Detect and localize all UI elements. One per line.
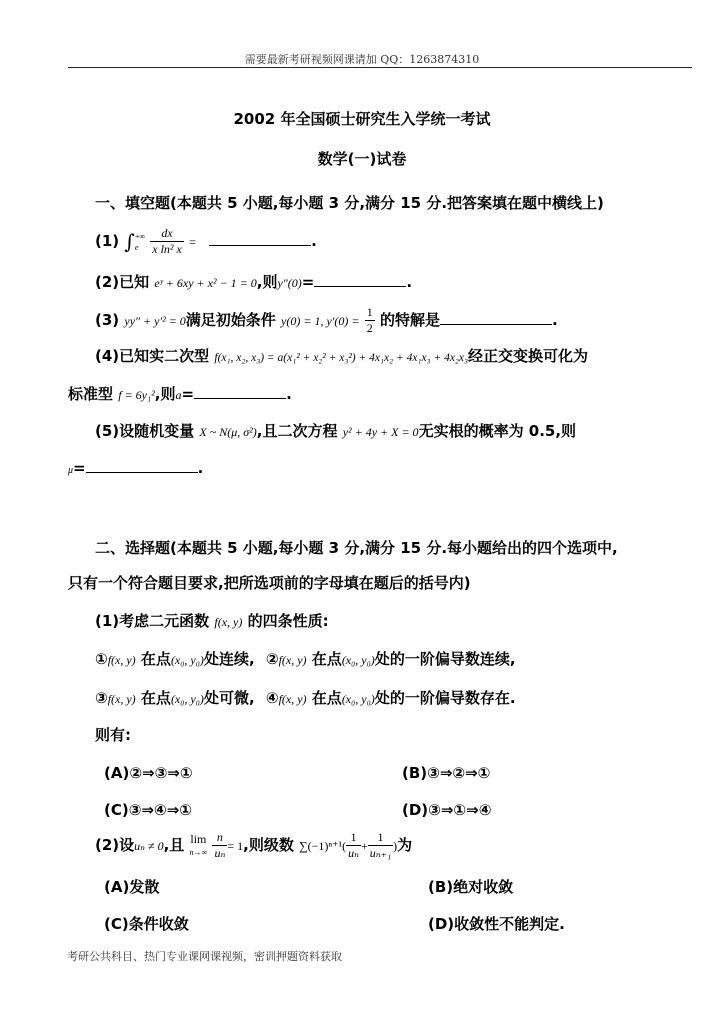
- header-rule: [68, 67, 692, 68]
- exam-subtitle: 数学(一)试卷: [317, 150, 407, 168]
- frac-den: x ln² x: [152, 242, 182, 256]
- series-frac-a: [346, 830, 361, 861]
- s2-q2-cond: uₙ ≠ 0: [134, 839, 164, 853]
- prop3-point: (x₀, y₀): [170, 692, 204, 706]
- prop1-tail: 处连续,: [203, 650, 255, 668]
- s2-q2-tail: 为: [397, 836, 413, 854]
- s2-q1-intro-a: (1)考虑二元函数: [95, 612, 210, 630]
- s1-q3-tail: 的特解是: [379, 311, 440, 329]
- s2-q1-then: 则有:: [95, 726, 131, 744]
- s2-q1-intro-b: 的四条性质:: [247, 612, 329, 630]
- s2-q1-option-c[interactable]: (C)③⇒④⇒①: [104, 801, 192, 819]
- prop3-mid: 在点: [140, 689, 171, 707]
- s1-q5-line2-tail: =: [73, 459, 86, 477]
- answer-blank[interactable]: [314, 272, 406, 287]
- s1-q4-label: (4)已知实二次型: [95, 347, 210, 365]
- s1-q2-tail: =: [301, 273, 315, 291]
- series-expr: ∑(−1)ⁿ⁺¹(: [299, 839, 347, 853]
- s1-q5-mid: ,且二次方程: [256, 422, 338, 440]
- s1-q5-expr2: y² + 4y + X = 0: [342, 425, 419, 439]
- section1-heading: 一、填空题(本题共 5 小题,每小题 3 分,满分 15 分.把答案填在题中横线上): [95, 194, 604, 212]
- prop4-mark: ④: [265, 689, 279, 707]
- s1-q4-line2-label: 标准型: [68, 385, 114, 403]
- s1-q5-expr: X ~ N(μ, σ²): [199, 425, 257, 439]
- s1-q2: (2)已知 eʸ + 6xy + x² − 1 = 0,则y″(0)= .: [95, 273, 413, 291]
- s2-q2-option-c[interactable]: (C)条件收敛: [104, 915, 189, 933]
- s1-q5-label: (5)设随机变量: [95, 422, 195, 440]
- prop4-tail: 处的一阶偏导数存在.: [374, 689, 516, 707]
- prop2-func: f(x, y): [278, 653, 307, 667]
- s2-q1-option-a[interactable]: (A)②⇒③⇒①: [104, 764, 193, 782]
- integral-sign: ∫: [124, 229, 135, 254]
- s1-q3-mid: 满足初始条件: [185, 311, 276, 329]
- s2-q2: [95, 830, 412, 861]
- section2-heading-line1: 二、选择题(本题共 5 小题,每小题 3 分,满分 15 分.每小题给出的四个选项中,: [95, 539, 618, 557]
- exam-title: 2002 年全国硕士研究生入学统一考试: [233, 110, 491, 128]
- prop1-point: (x₀, y₀): [170, 653, 204, 667]
- s1-q3-expr: yy″ + y′² = 0: [124, 314, 186, 328]
- prop3-mark: ③: [95, 689, 108, 707]
- s1-q2-expr: eʸ + 6xy + x² − 1 = 0: [154, 276, 257, 290]
- s1-q1-label: (1): [95, 232, 120, 250]
- s1-q4-expr3: a: [175, 388, 182, 402]
- s2-q2-option-a[interactable]: (A)发散: [104, 878, 160, 896]
- integral-limits: [135, 231, 145, 253]
- lim-sub: n→∞: [189, 847, 208, 857]
- plus-sign: +: [360, 839, 368, 853]
- s2-q2-option-b[interactable]: (B)绝对收敛: [428, 878, 514, 896]
- s2-q2-mid: ,且: [163, 836, 185, 854]
- integral-upper: +∞: [134, 231, 146, 241]
- s1-q3-label: (3): [95, 311, 120, 329]
- s1-q5-tail: 无实根的概率为 0.5,则: [418, 422, 577, 440]
- frac-num: 1: [346, 830, 361, 846]
- frac-den: uₙ: [348, 846, 359, 860]
- limit-operator: [190, 833, 208, 859]
- prop1-mid: 在点: [140, 650, 171, 668]
- prop4-func: f(x, y): [278, 692, 307, 706]
- s1-q4-tail2: =: [181, 385, 195, 403]
- prop3-func: f(x, y): [107, 692, 136, 706]
- limit-value: = 1: [227, 839, 244, 853]
- series-close: ): [393, 839, 398, 853]
- series-frac-b: [368, 830, 393, 861]
- prop1-mark: ①: [95, 650, 108, 668]
- s2-q2-label: (2)设: [95, 836, 135, 854]
- s1-q1-fraction: [150, 226, 184, 257]
- s1-q4: [95, 345, 588, 366]
- frac-den: 2: [366, 321, 373, 335]
- section2-heading-line2: 只有一个符合题目要求,把所选项前的字母填在题后的括号内): [68, 574, 471, 592]
- s1-q5-line2: μ= .: [68, 459, 204, 477]
- s2-q1-option-b[interactable]: (B)③⇒②⇒①: [402, 764, 491, 782]
- frac-num: dx: [150, 226, 184, 242]
- frac-num: n: [212, 830, 227, 846]
- frac-den: uₙ: [214, 846, 226, 860]
- prop4-mid: 在点: [311, 689, 342, 707]
- s2-q1-func: f(x, y): [214, 615, 243, 629]
- equals-sign: =: [189, 235, 196, 249]
- frac-den: uₙ₊₁: [369, 846, 392, 860]
- s2-q1-props-line2: [95, 687, 516, 708]
- answer-blank[interactable]: [194, 384, 286, 399]
- prop2-mark: ②: [265, 650, 279, 668]
- prop1-func: f(x, y): [107, 653, 136, 667]
- prop3-tail: 处可微,: [203, 689, 255, 707]
- s1-q2-mid: ,则: [256, 273, 278, 291]
- s1-q4-expr2: f = 6y₁²: [118, 388, 155, 402]
- s2-q1-intro: [95, 610, 329, 631]
- s1-q3-fraction: [365, 305, 375, 336]
- s1-q4-mid2: ,则: [154, 385, 176, 403]
- s1-q3-expr2: y(0) = 1, y′(0) =: [281, 314, 360, 328]
- lim-word: lim: [190, 831, 207, 846]
- s1-q4-expr: f(x₁, x₂, x₃) = a(x₁² + x₂² + x₃²) + 4x₁x₂ + 4x₁x₃ + 4x₂x₃: [214, 352, 469, 364]
- s1-q1: (1) ∫ +∞ e $\frac{dx}{\text{x ln² x}}$ = .: [95, 226, 317, 256]
- s1-q5-mu: μ: [68, 465, 74, 476]
- answer-blank[interactable]: [86, 458, 198, 473]
- prop4-point: (x₀, y₀): [341, 692, 375, 706]
- prop2-point: (x₀, y₀): [341, 653, 375, 667]
- answer-blank[interactable]: [440, 310, 552, 325]
- s2-q1-option-d[interactable]: (D)③⇒①⇒④: [402, 801, 492, 819]
- prop2-mid: 在点: [311, 650, 342, 668]
- s1-q2-expr2: y″(0): [277, 276, 302, 290]
- limit-fraction: [212, 830, 227, 861]
- s1-q3: (3) yy″ + y′² = 0满足初始条件 y(0) = 1, y′(0) = $\frac{1}{2}$ 的特解是 .: [95, 305, 558, 335]
- prop2-tail: 处的一阶偏导数连续,: [374, 650, 516, 668]
- answer-blank[interactable]: [209, 231, 311, 246]
- integral-lower: e: [134, 242, 139, 252]
- s2-q2-mid2: ,则级数: [243, 836, 294, 854]
- frac-num: 1: [368, 830, 393, 846]
- s1-q2-label: (2)已知: [95, 273, 150, 291]
- s2-q1-props-line1: [95, 648, 516, 669]
- s1-q4-tail: 经正交变换可化为: [468, 347, 589, 365]
- page-footer: 考研公共科目、热门专业课网课视频，密训押题资料获取: [67, 950, 342, 963]
- s1-q5: [95, 420, 576, 441]
- frac-num: 1: [366, 305, 373, 319]
- s2-q2-option-d[interactable]: (D)收敛性不能判定.: [428, 915, 565, 933]
- s1-q4-line2: 标准型 f = 6y₁²,则a= .: [68, 385, 292, 403]
- page-header: 需要最新考研视频网课请加 QQ：1263874310: [244, 53, 480, 66]
